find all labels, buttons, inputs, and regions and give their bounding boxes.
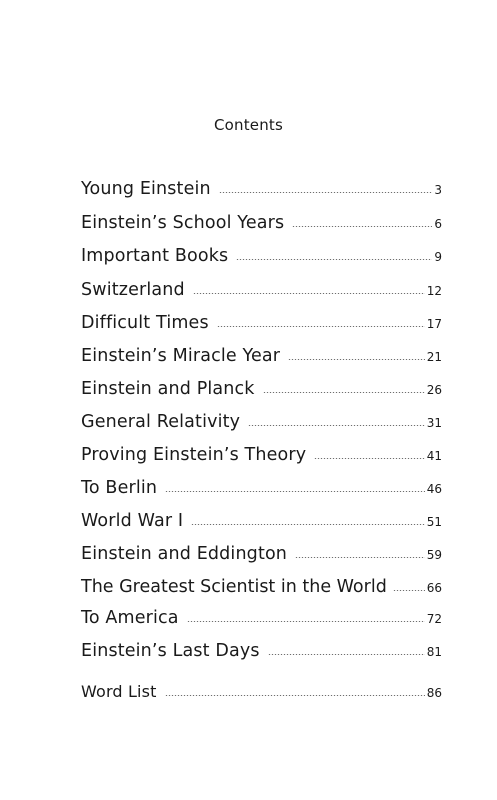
toc-entry-page: 72 bbox=[426, 612, 442, 626]
dot-leader bbox=[248, 425, 425, 426]
toc-entry-miracle-year[interactable] bbox=[81, 344, 442, 368]
dot-leader bbox=[219, 192, 433, 193]
toc-entry-title: Word List bbox=[81, 682, 157, 701]
dot-leader bbox=[217, 326, 425, 327]
toc-entry-title: Einstein’s Miracle Year bbox=[81, 346, 281, 366]
toc-entry-greatest-scientist[interactable] bbox=[81, 575, 442, 599]
dot-leader bbox=[295, 557, 425, 558]
toc-entry-proving-theory[interactable] bbox=[81, 443, 442, 467]
toc-entry-page: 17 bbox=[426, 317, 442, 331]
dot-leader bbox=[288, 359, 425, 360]
toc-entry-title: Einstein and Eddington bbox=[81, 544, 288, 564]
toc-entry-world-war-i[interactable] bbox=[81, 509, 442, 533]
toc-entry-page: 51 bbox=[426, 515, 442, 529]
toc-entry-school-years[interactable] bbox=[81, 211, 442, 235]
toc-entry-title: Proving Einstein’s Theory bbox=[81, 445, 307, 465]
toc-entry-page: 66 bbox=[426, 581, 442, 595]
toc-entry-einstein-and-eddington[interactable] bbox=[81, 542, 442, 566]
toc-entry-page: 21 bbox=[426, 350, 442, 364]
toc-entry-important-books[interactable] bbox=[81, 244, 442, 268]
toc-entry-page: 31 bbox=[426, 416, 442, 430]
toc-entry-title: Einstein and Planck bbox=[81, 379, 255, 399]
toc-entry-einstein-and-planck[interactable] bbox=[81, 377, 442, 401]
dot-leader bbox=[314, 458, 424, 459]
toc-entry-page: 6 bbox=[434, 217, 442, 231]
dot-leader bbox=[165, 695, 425, 696]
toc-entry-title: Switzerland bbox=[81, 280, 185, 300]
dot-leader bbox=[263, 392, 425, 393]
toc-entry-title: Einstein’s Last Days bbox=[81, 641, 260, 661]
toc-entry-young-einstein[interactable] bbox=[81, 177, 442, 201]
toc-entry-word-list[interactable] bbox=[81, 680, 442, 704]
toc-entry-to-america[interactable] bbox=[81, 606, 442, 630]
toc-entry-last-days[interactable] bbox=[81, 639, 442, 663]
toc-entry-title: General Relativity bbox=[81, 412, 241, 432]
toc-entry-title: Young Einstein bbox=[81, 179, 211, 199]
toc-entry-page: 81 bbox=[426, 645, 442, 659]
toc-entry-title: To America bbox=[81, 608, 179, 628]
dot-leader bbox=[193, 293, 425, 294]
dot-leader bbox=[393, 590, 425, 591]
toc-entry-title: Einstein’s School Years bbox=[81, 213, 285, 233]
toc-entry-page: 46 bbox=[426, 482, 442, 496]
toc-entry-page: 59 bbox=[426, 548, 442, 562]
toc-entry-difficult-times[interactable] bbox=[81, 311, 442, 335]
toc-entry-to-berlin[interactable] bbox=[81, 476, 442, 500]
table-of-contents bbox=[81, 0, 442, 800]
toc-entry-page: 3 bbox=[434, 183, 442, 197]
dot-leader bbox=[165, 491, 425, 492]
toc-entry-page: 26 bbox=[426, 383, 442, 397]
toc-entry-title: Difficult Times bbox=[81, 313, 209, 333]
toc-entry-title: To Berlin bbox=[81, 478, 158, 498]
dot-leader bbox=[187, 621, 425, 622]
toc-entry-page: 12 bbox=[426, 284, 442, 298]
toc-entry-page: 9 bbox=[434, 250, 442, 264]
toc-entry-title: The Greatest Scientist in the World bbox=[81, 577, 387, 597]
toc-entry-switzerland[interactable] bbox=[81, 278, 442, 302]
toc-entry-general-relativity[interactable] bbox=[81, 410, 442, 434]
toc-entry-page: 86 bbox=[426, 686, 442, 700]
dot-leader bbox=[191, 524, 425, 525]
toc-entry-title: World War I bbox=[81, 511, 184, 531]
dot-leader bbox=[268, 654, 425, 655]
dot-leader bbox=[292, 226, 432, 227]
dot-leader bbox=[236, 259, 432, 260]
toc-entry-title: Important Books bbox=[81, 246, 229, 266]
contents-heading: Contents bbox=[213, 116, 284, 134]
toc-entry-page: 41 bbox=[426, 449, 442, 463]
